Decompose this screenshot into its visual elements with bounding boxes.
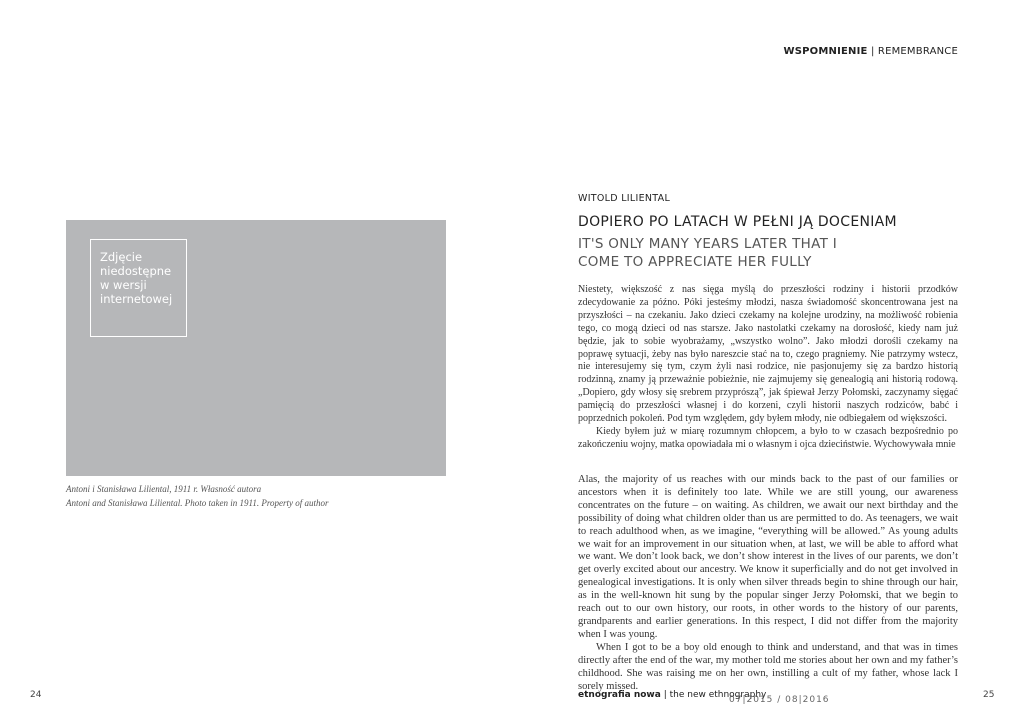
page-number-right: 25	[983, 690, 995, 700]
photo-unavailable-notice: Zdjęcie niedostępne w wersji internetowej	[90, 239, 187, 337]
issue-date: 07|2015 / 08|2016	[729, 695, 830, 705]
article-body-en	[578, 474, 958, 693]
article-title-en-text: IT'S ONLY MANY YEARS LATER THAT I COME TO APPRECIATE HER FULLY	[578, 236, 838, 270]
article-author: WITOLD LILIENTAL	[578, 193, 671, 204]
caption-en: Antoni and Stanisława Liliental. Photo taken in 1911. Property of author	[66, 498, 329, 508]
journal-name-en: the new ethnography	[669, 690, 767, 700]
article-body-pl	[578, 284, 958, 452]
section-separator: |	[870, 46, 875, 57]
paragraph-pl-1: Niestety, większość z nas sięga myślą do przeszłości rodziny i historii przodków zdecydowanie za późno. Póki jesteśmy młodzi, nasza świadomość skoncentrowana jest na przyszłości – na czekaniu. Jako dzieci czekamy na kolejne urodziny, na możliwość robienia tego, co mogą dzieci od nas starsze. Jako nastolatki czekamy na dorosłość, kiedy nam już będzie, jak to sobie wyobrażamy, „wszystko wolno”. Jako młodzi dorośli czekamy na poprawę sytuacji, żeby nas było nareszcie stać na to, czego pragniemy. Nie patrzymy wstecz, nie interesujemy się tym, czym żyli nasi rodzice, nie pasjonujemy się za bardzo historią rodzinną, znamy ją przeważnie pobieżnie, nie zajmujemy się genealogią ani historią rodową. „Dopiero, gdy włosy się srebrem przyprószą”, jak śpiewał Jerzy Połomski, zaczynamy sięgać pamięcią do przeszłości własnej i do korzeni, czyli historii naszych rodziców, babć i poprzednich pokoleń. Pod tym względem, gdy byłem młody, nie odbiegałem od większości.	[578, 284, 958, 425]
section-label-en: REMEMBRANCE	[877, 46, 958, 57]
article-title-en	[578, 235, 878, 271]
section-header	[784, 46, 959, 57]
paragraph-en-1: Alas, the majority of us reaches with our minds back to the past of our families or ancestors when it is definitely too late. While we are still young, our awareness concentrates on the future – on waiting. As children, we await our next birthday and the possibility of doing what children older than us are permitted to do. As teenagers, we wait to reach adulthood when, as we imagine, “everything will be allowed.” As young adults we wait for an improvement in our situation when, at last, we will be able to afford what we want. We don’t look back, we don’t show interest in the lives of our parents, we don’t get overly excited about our ancestry. We know it superficially and do not get involved in genealogical investigations. It is only when silver threads begin to shine through our hair, as in the well-known hit sung by the popular singer Jerzy Połomski, that we begin to reach out to our own history, our roots, in other words to the history of our parents, grandparents and earlier generations. In this respect, I did not differ from the majority when I was young.	[578, 474, 958, 640]
article-title-pl: DOPIERO PO LATACH W PEŁNI JĄ DOCENIAM	[578, 214, 897, 230]
paragraph-pl-2: Kiedy byłem już w miarę rozumnym chłopcem, a było to w czasach bezpośrednio po zakończeniu wojny, matka opowiadała mi o własnym i ojca dzieciństwie. Wychowywała mnie	[578, 425, 958, 450]
journal-name: etnografia nowa	[578, 690, 661, 700]
page-number-left: 24	[30, 690, 42, 700]
journal-separator: |	[663, 690, 667, 700]
section-label-pl: WSPOMNIENIE	[783, 46, 868, 57]
photo-caption	[66, 482, 329, 510]
paragraph-en-2: When I got to be a boy old enough to think and understand, and that was in times directly after the end of the war, my mother told me stories about her own and my father’s childhood. She was raising me on her own, instilling a cult of my father, whose lack I sorely missed.	[578, 641, 958, 692]
photo-placeholder	[66, 220, 446, 476]
caption-pl: Antoni i Stanisława Liliental, 1911 r. Własność autora	[66, 484, 262, 494]
